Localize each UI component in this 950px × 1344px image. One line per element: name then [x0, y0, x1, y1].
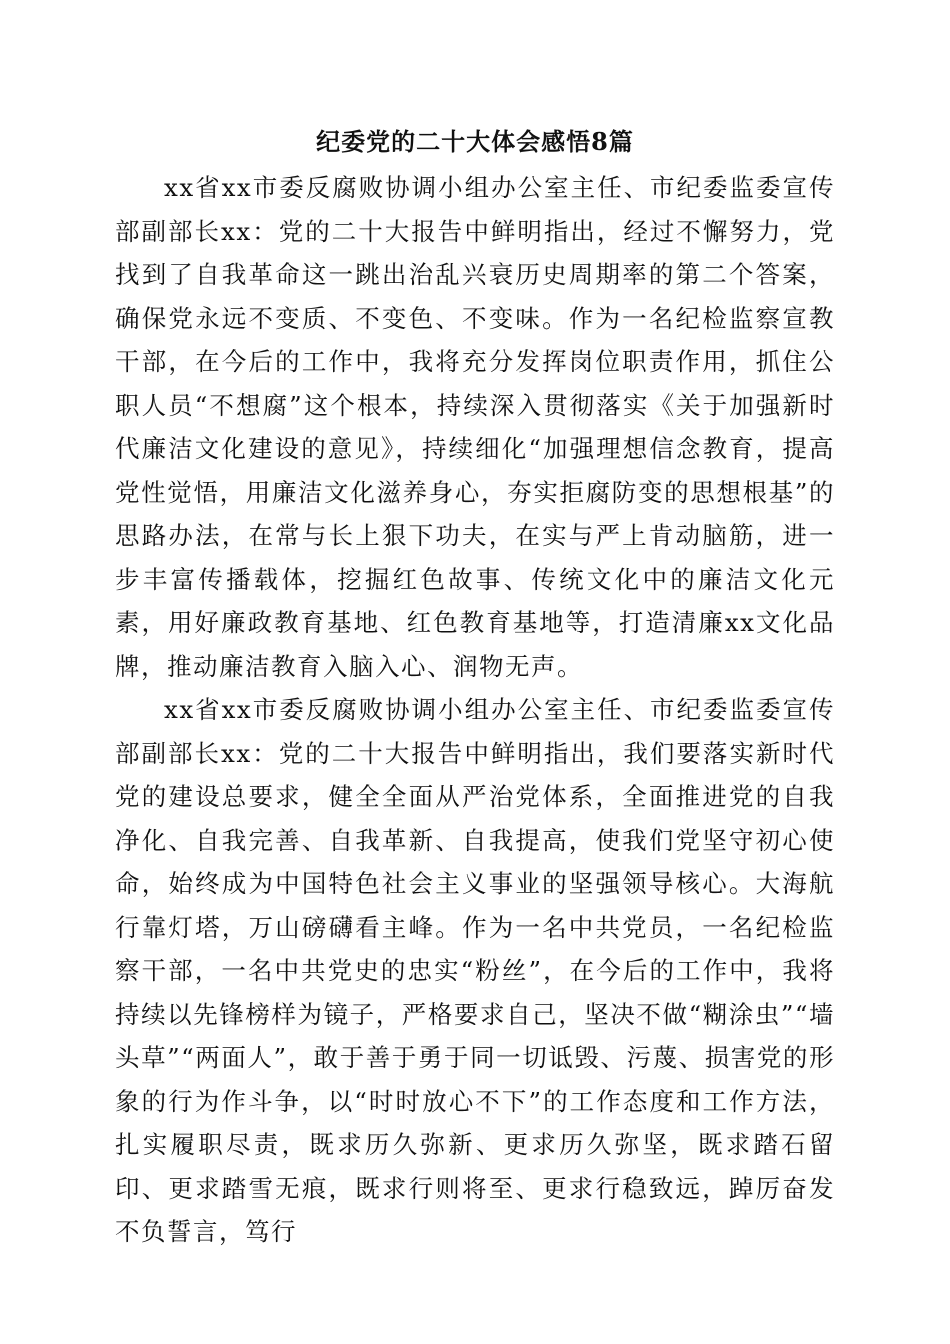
paragraph-2: xx省xx市委反腐败协调小组办公室主任、市纪委监委宣传部副部长xx：党的二十大报告中鲜明指出，我们要落实新时代党的建设总要求，健全全面从严治党体系，全面推进党的自我净化、自我完善、自我革新、自我提高，使我们党坚守初心使命，始终成为中国特色社会主义事业的坚强领导核心。大海航行靠灯塔，万山磅礴看主峰。作为一名中共党员，一名纪检监察干部，一名中共党史的忠实“粉丝”，在今后的工作中，我将持续以先锋榜样为镜子，严格要求自己，坚决不做“糊涂虫”“墙头草”“两面人”，敢于善于勇于同一切诋毁、污蔑、损害党的形象的行为作斗争，以“时时放心不下”的工作态度和工作方法，扎实履职尽责，既求历久弥新、更求历久弥坚，既求踏石留印、更求踏雪无痕，既求行则将至、更求行稳致远，踔厉奋发不负誓言，笃行 — [115, 695, 835, 1246]
paragraph-1: xx省xx市委反腐败协调小组办公室主任、市纪委监委宣传部副部长xx：党的二十大报告中鲜明指出，经过不懈努力，党找到了自我革命这一跳出治乱兴衰历史周期率的第二个答案，确保党永远不变质、不变色、不变味。作为一名纪检监察宣教干部，在今后的工作中，我将充分发挥岗位职责作用，抓住公职人员“不想腐”这个根本，持续深入贯彻落实《关于加强新时代廉洁文化建设的意见》，持续细化“加强理想信念教育，提高党性觉悟，用廉洁文化滋养身心，夯实拒腐防变的思想根基”的思路办法，在常与长上狠下功夫，在实与严上肯动脑筋，进一步丰富传播载体，挖掘红色故事、传统文化中的廉洁文化元素，用好廉政教育基地、红色教育基地等，打造清廉xx文化品牌，推动廉洁教育入脑入心、润物无声。 — [115, 173, 835, 681]
document-title: 纪委党的二十大体会感悟8篇 — [316, 127, 634, 156]
document-body — [115, 166, 835, 1254]
